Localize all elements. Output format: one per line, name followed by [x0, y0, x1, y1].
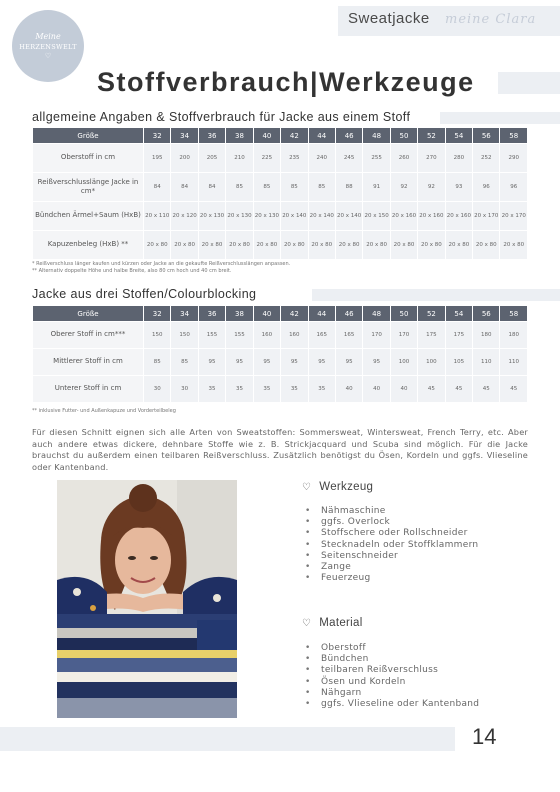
title-stripe: [498, 72, 560, 94]
table-cell: 35: [199, 376, 225, 402]
table-cell: 20 x 80: [473, 231, 499, 259]
table-cell: 20 x 80: [171, 231, 197, 259]
table-cell: 95: [199, 349, 225, 375]
bullet-dot-icon: •: [305, 698, 311, 709]
table-cell: 20 x 160: [391, 202, 417, 230]
table-row: [33, 376, 527, 402]
table-cell: 240: [309, 144, 335, 172]
list-item: [305, 699, 479, 710]
table-cell: 195: [144, 144, 170, 172]
footnote-zipper: * Reißverschluss länger kaufen und kürzen oder Jacke an die gekaufte Reißverschlusslängen anpassen.: [32, 261, 291, 267]
list-item-label: Ösen und Kordeln: [321, 676, 406, 687]
table-cell: 35: [309, 376, 335, 402]
table-header-row: [33, 306, 527, 321]
table-cell: 95: [254, 349, 280, 375]
table-cell: 170: [391, 322, 417, 348]
bullet-dot-icon: •: [305, 573, 311, 584]
table-cell: 20 x 110: [144, 202, 170, 230]
table-cell: 150: [171, 322, 197, 348]
heart-outline-icon: ♡: [302, 617, 312, 629]
list-item: [305, 562, 478, 573]
table-cell: 20 x 80: [446, 231, 472, 259]
list-item-label: ggfs. Vlieseline oder Kantenband: [321, 698, 480, 709]
size-header: 46: [336, 128, 362, 143]
footnote-hood: ** Alternativ doppelte Höhe und halbe Breite, also 80 cm hoch und 40 cm breit.: [32, 268, 232, 274]
size-header: 42: [281, 128, 307, 143]
table-cell: 100: [391, 349, 417, 375]
page-number: 14: [472, 724, 497, 749]
table-cell: 150: [144, 322, 170, 348]
table-cell: 20 x 80: [336, 231, 362, 259]
brand-logo: [12, 10, 84, 82]
fabric-table-single: [32, 127, 528, 260]
table-cell: 96: [473, 173, 499, 201]
bullet-dot-icon: •: [305, 665, 311, 676]
size-header: 36: [199, 306, 225, 321]
footer-bar: [0, 727, 455, 751]
size-header: 46: [336, 306, 362, 321]
table-cell: 260: [391, 144, 417, 172]
table-cell: 20 x 140: [309, 202, 335, 230]
list-item: [305, 517, 478, 528]
size-header: 56: [473, 306, 499, 321]
table-cell: 245: [336, 144, 362, 172]
list-item: [305, 540, 478, 551]
section-title-colourblocking: Jacke aus drei Stoffen/Colourblocking: [32, 287, 257, 301]
pattern-name: Sweatjacke: [348, 10, 430, 27]
table-cell: 20 x 80: [500, 231, 527, 259]
bullet-dot-icon: •: [305, 676, 311, 687]
table-cell: 85: [171, 349, 197, 375]
table-cell: 20 x 160: [418, 202, 444, 230]
list-item-label: Stecknadeln oder Stoffklammern: [321, 539, 479, 550]
list-item-label: ggfs. Overlock: [321, 517, 391, 528]
table-cell: 20 x 80: [391, 231, 417, 259]
section-stripe: [440, 112, 560, 124]
werkzeug-title: Werkzeug: [319, 481, 374, 493]
table-cell: 160: [254, 322, 280, 348]
table-cell: 20 x 150: [363, 202, 389, 230]
size-header: 50: [391, 128, 417, 143]
list-item: [305, 551, 478, 562]
table-cell: 255: [363, 144, 389, 172]
table-cell: 95: [226, 349, 252, 375]
table-cell: 205: [199, 144, 225, 172]
size-header: 52: [418, 128, 444, 143]
table-cell: 20 x 80: [226, 231, 252, 259]
bullet-dot-icon: •: [305, 687, 311, 698]
size-header: 52: [418, 306, 444, 321]
logo-name-text: HERZENSWELT: [19, 43, 77, 51]
list-item-label: Oberstoff: [321, 643, 366, 653]
table-cell: 160: [281, 322, 307, 348]
table-cell: 225: [254, 144, 280, 172]
table-cell: 30: [144, 376, 170, 402]
table-cell: 200: [171, 144, 197, 172]
size-header-label: Größe: [33, 306, 143, 321]
list-item-label: Nähmaschine: [321, 506, 386, 516]
list-item: [305, 528, 478, 539]
table-cell: 280: [446, 144, 472, 172]
table-cell: 105: [446, 349, 472, 375]
table-cell: 20 x 80: [281, 231, 307, 259]
table-cell: 20 x 120: [171, 202, 197, 230]
list-item-label: Zange: [321, 561, 352, 572]
row-label: Oberer Stoff in cm***: [33, 322, 143, 348]
table-cell: 20 x 170: [500, 202, 527, 230]
table-cell: 88: [336, 173, 362, 201]
table-row: [33, 322, 527, 348]
size-header: 36: [199, 128, 225, 143]
footnote-hood-lining: ** inklusive Futter- und Außenkapuze und Vorderteilbeleg: [32, 408, 176, 414]
list-item: [305, 688, 479, 699]
table-cell: 84: [199, 173, 225, 201]
table-cell: 20 x 80: [418, 231, 444, 259]
table-cell: 20 x 130: [254, 202, 280, 230]
table-cell: 20 x 80: [199, 231, 225, 259]
list-item: [305, 573, 478, 584]
table-cell: 96: [500, 173, 527, 201]
table-cell: 110: [500, 349, 527, 375]
table-cell: 85: [309, 173, 335, 201]
size-header: 58: [500, 306, 527, 321]
table-cell: 30: [171, 376, 197, 402]
werkzeug-heading: [302, 481, 373, 493]
table-cell: 35: [281, 376, 307, 402]
designer-photo: [57, 480, 237, 718]
table-cell: 235: [281, 144, 307, 172]
material-heading: [302, 617, 363, 629]
table-cell: 20 x 80: [363, 231, 389, 259]
table-cell: 20 x 130: [199, 202, 225, 230]
table-cell: 35: [226, 376, 252, 402]
table-cell: 20 x 80: [144, 231, 170, 259]
table-cell: 175: [418, 322, 444, 348]
list-item-label: Seitenschneider: [321, 550, 399, 561]
size-header: 44: [309, 128, 335, 143]
table-row: [33, 349, 527, 375]
row-label: Unterer Stoff in cm: [33, 376, 143, 402]
fabric-table-colourblocking: [32, 305, 528, 403]
size-header: 48: [363, 128, 389, 143]
bullet-dot-icon: •: [305, 539, 311, 550]
table-cell: 91: [363, 173, 389, 201]
table-cell: 180: [500, 322, 527, 348]
size-header: 38: [226, 128, 252, 143]
size-header: 42: [281, 306, 307, 321]
table-cell: 92: [391, 173, 417, 201]
table-row: [33, 202, 527, 230]
section-title-single-fabric: allgemeine Angaben & Stoffverbrauch für Jacke aus einem Stoff: [32, 110, 411, 124]
bullet-dot-icon: •: [305, 643, 311, 653]
table-cell: 40: [336, 376, 362, 402]
bullet-dot-icon: •: [305, 550, 311, 561]
table-cell: 165: [336, 322, 362, 348]
footnote-block-1: [32, 261, 290, 275]
table-cell: 85: [226, 173, 252, 201]
size-header: 40: [254, 306, 280, 321]
list-item-label: Feuerzeug: [321, 573, 371, 584]
row-label: Kapuzenbeleg (HxB) **: [33, 231, 143, 259]
table-cell: 95: [363, 349, 389, 375]
table-cell: 20 x 140: [281, 202, 307, 230]
table-cell: 180: [473, 322, 499, 348]
size-header: 58: [500, 128, 527, 143]
table-header-row: [33, 128, 527, 143]
list-item: [305, 665, 479, 676]
row-label: Reißverschlusslänge Jacke in cm*: [33, 173, 143, 201]
table-cell: 110: [473, 349, 499, 375]
bullet-dot-icon: •: [305, 654, 311, 665]
size-header: 34: [171, 128, 197, 143]
page-title: Stoffverbrauch|Werkzeuge: [97, 67, 475, 97]
size-header: 38: [226, 306, 252, 321]
table-cell: 270: [418, 144, 444, 172]
table-cell: 210: [226, 144, 252, 172]
list-item: [305, 654, 479, 665]
list-item: [305, 677, 479, 688]
table-cell: 85: [144, 349, 170, 375]
table-cell: 45: [418, 376, 444, 402]
bullet-dot-icon: •: [305, 506, 311, 516]
table-cell: 175: [446, 322, 472, 348]
table-cell: 100: [418, 349, 444, 375]
size-header: 34: [171, 306, 197, 321]
size-header: 48: [363, 306, 389, 321]
table-cell: 95: [309, 349, 335, 375]
table-cell: 95: [336, 349, 362, 375]
size-header: 32: [144, 306, 170, 321]
table-cell: 35: [254, 376, 280, 402]
table-cell: 20 x 80: [254, 231, 280, 259]
pattern-script-name: meine Clara: [445, 12, 537, 27]
size-header: 32: [144, 128, 170, 143]
size-header: 40: [254, 128, 280, 143]
material-list: [305, 643, 479, 710]
section-stripe: [312, 289, 560, 301]
logo-script-text: Meine: [35, 32, 61, 41]
bullet-dot-icon: •: [305, 517, 311, 528]
list-item-label: Bündchen: [321, 654, 369, 665]
size-header: 54: [446, 306, 472, 321]
table-cell: 165: [309, 322, 335, 348]
size-header: 54: [446, 128, 472, 143]
heart-outline-icon: ♡: [302, 481, 312, 493]
table-cell: 93: [446, 173, 472, 201]
logo-heart-icon: ♡: [44, 52, 52, 60]
table-cell: 20 x 160: [446, 202, 472, 230]
table-cell: 155: [226, 322, 252, 348]
size-header: 50: [391, 306, 417, 321]
bullet-dot-icon: •: [305, 561, 311, 572]
table-row: [33, 144, 527, 172]
table-cell: 20 x 80: [309, 231, 335, 259]
table-cell: 252: [473, 144, 499, 172]
row-label: Oberstoff in cm: [33, 144, 143, 172]
table-cell: 170: [363, 322, 389, 348]
row-label: Bündchen Ärmel+Saum (HxB): [33, 202, 143, 230]
table-cell: 20 x 170: [473, 202, 499, 230]
werkzeug-list: [305, 506, 478, 584]
table-cell: 85: [254, 173, 280, 201]
table-cell: 85: [281, 173, 307, 201]
fabric-description-paragraph: Für diesen Schnitt eignen sich alle Arten von Sweatstoffen: Sommersweat, Wintersweat, French Terry, etc. Aber auch andere etwas dickere, dehnbare Stoffe wie z. B. Strickjacquard und Scuba sind möglich. Für die Jacke brauchst du außerdem einen teilbaren Reißverschluss. Zusätzlich benötigst du Ösen, Kordeln und ggfs. Vlieseline oder Kantenband.: [32, 427, 528, 472]
table-cell: 40: [363, 376, 389, 402]
table-cell: 92: [418, 173, 444, 201]
table-cell: 95: [281, 349, 307, 375]
table-cell: 84: [144, 173, 170, 201]
table-cell: 290: [500, 144, 527, 172]
size-header-label: Größe: [33, 128, 143, 143]
table-row: [33, 173, 527, 201]
table-cell: 20 x 140: [336, 202, 362, 230]
table-cell: 84: [171, 173, 197, 201]
table-cell: 155: [199, 322, 225, 348]
list-item-label: teilbaren Reißverschluss: [321, 665, 439, 676]
table-cell: 45: [500, 376, 527, 402]
bullet-dot-icon: •: [305, 528, 311, 539]
list-item-label: Nähgarn: [321, 687, 362, 698]
list-item: [305, 506, 478, 517]
list-item: [305, 643, 479, 654]
table-cell: 45: [446, 376, 472, 402]
table-row: [33, 231, 527, 259]
size-header: 56: [473, 128, 499, 143]
table-cell: 40: [391, 376, 417, 402]
size-header: 44: [309, 306, 335, 321]
table-cell: 45: [473, 376, 499, 402]
table-cell: 20 x 130: [226, 202, 252, 230]
material-title: Material: [319, 617, 363, 629]
list-item-label: Stoffschere oder Rollschneider: [321, 528, 468, 539]
row-label: Mittlerer Stoff in cm: [33, 349, 143, 375]
